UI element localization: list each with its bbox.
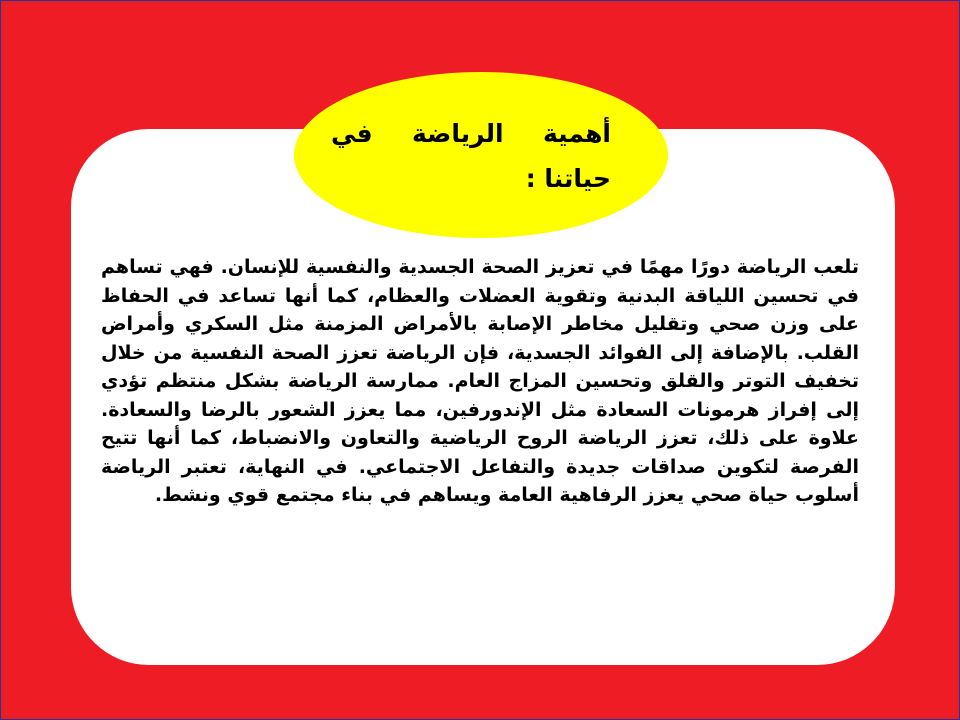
body-paragraph: تلعب الرياضة دورًا مهمًا في تعزيز الصحة الجسدية والنفسية للإنسان. فهي تساهم في تحسين اللياقة البدنية وتقوية العضلات والعظام، كما أنها تساعد في الحفاظ على وزن صحي وتقليل مخاطر الإصابة بالأمراض المزمنة مثل السكري وأمراض القلب. بالإضافة إلى الفوائد الجسدية، فإن الرياضة تعزز الصحة النفسية من خلال تخفيف التوتر والقلق وتحسين المزاج العام. ممارسة الرياضة بشكل منتظم تؤدي إلى إفراز هرمونات السعادة مثل الإندورفين، مما يعزز الشعور بالرضا والسعادة. علاوة على ذلك، تعزز الرياضة الروح الرياضية والتعاون والانضباط، كما أنها تتيح الفرصة لتكوين صداقات جديدة والتفاعل الاجتماعي. في النهاية، تعتبر الرياضة أسلوب حياة صحي يعزز الرفاهية العامة ويساهم في بناء مجتمع قوي ونشط. bbox=[101, 256, 859, 506]
slide-title bbox=[331, 111, 611, 201]
title-line-2: حياتنا : bbox=[525, 164, 611, 193]
title-line-1: أهمية الرياضة في bbox=[331, 119, 611, 148]
